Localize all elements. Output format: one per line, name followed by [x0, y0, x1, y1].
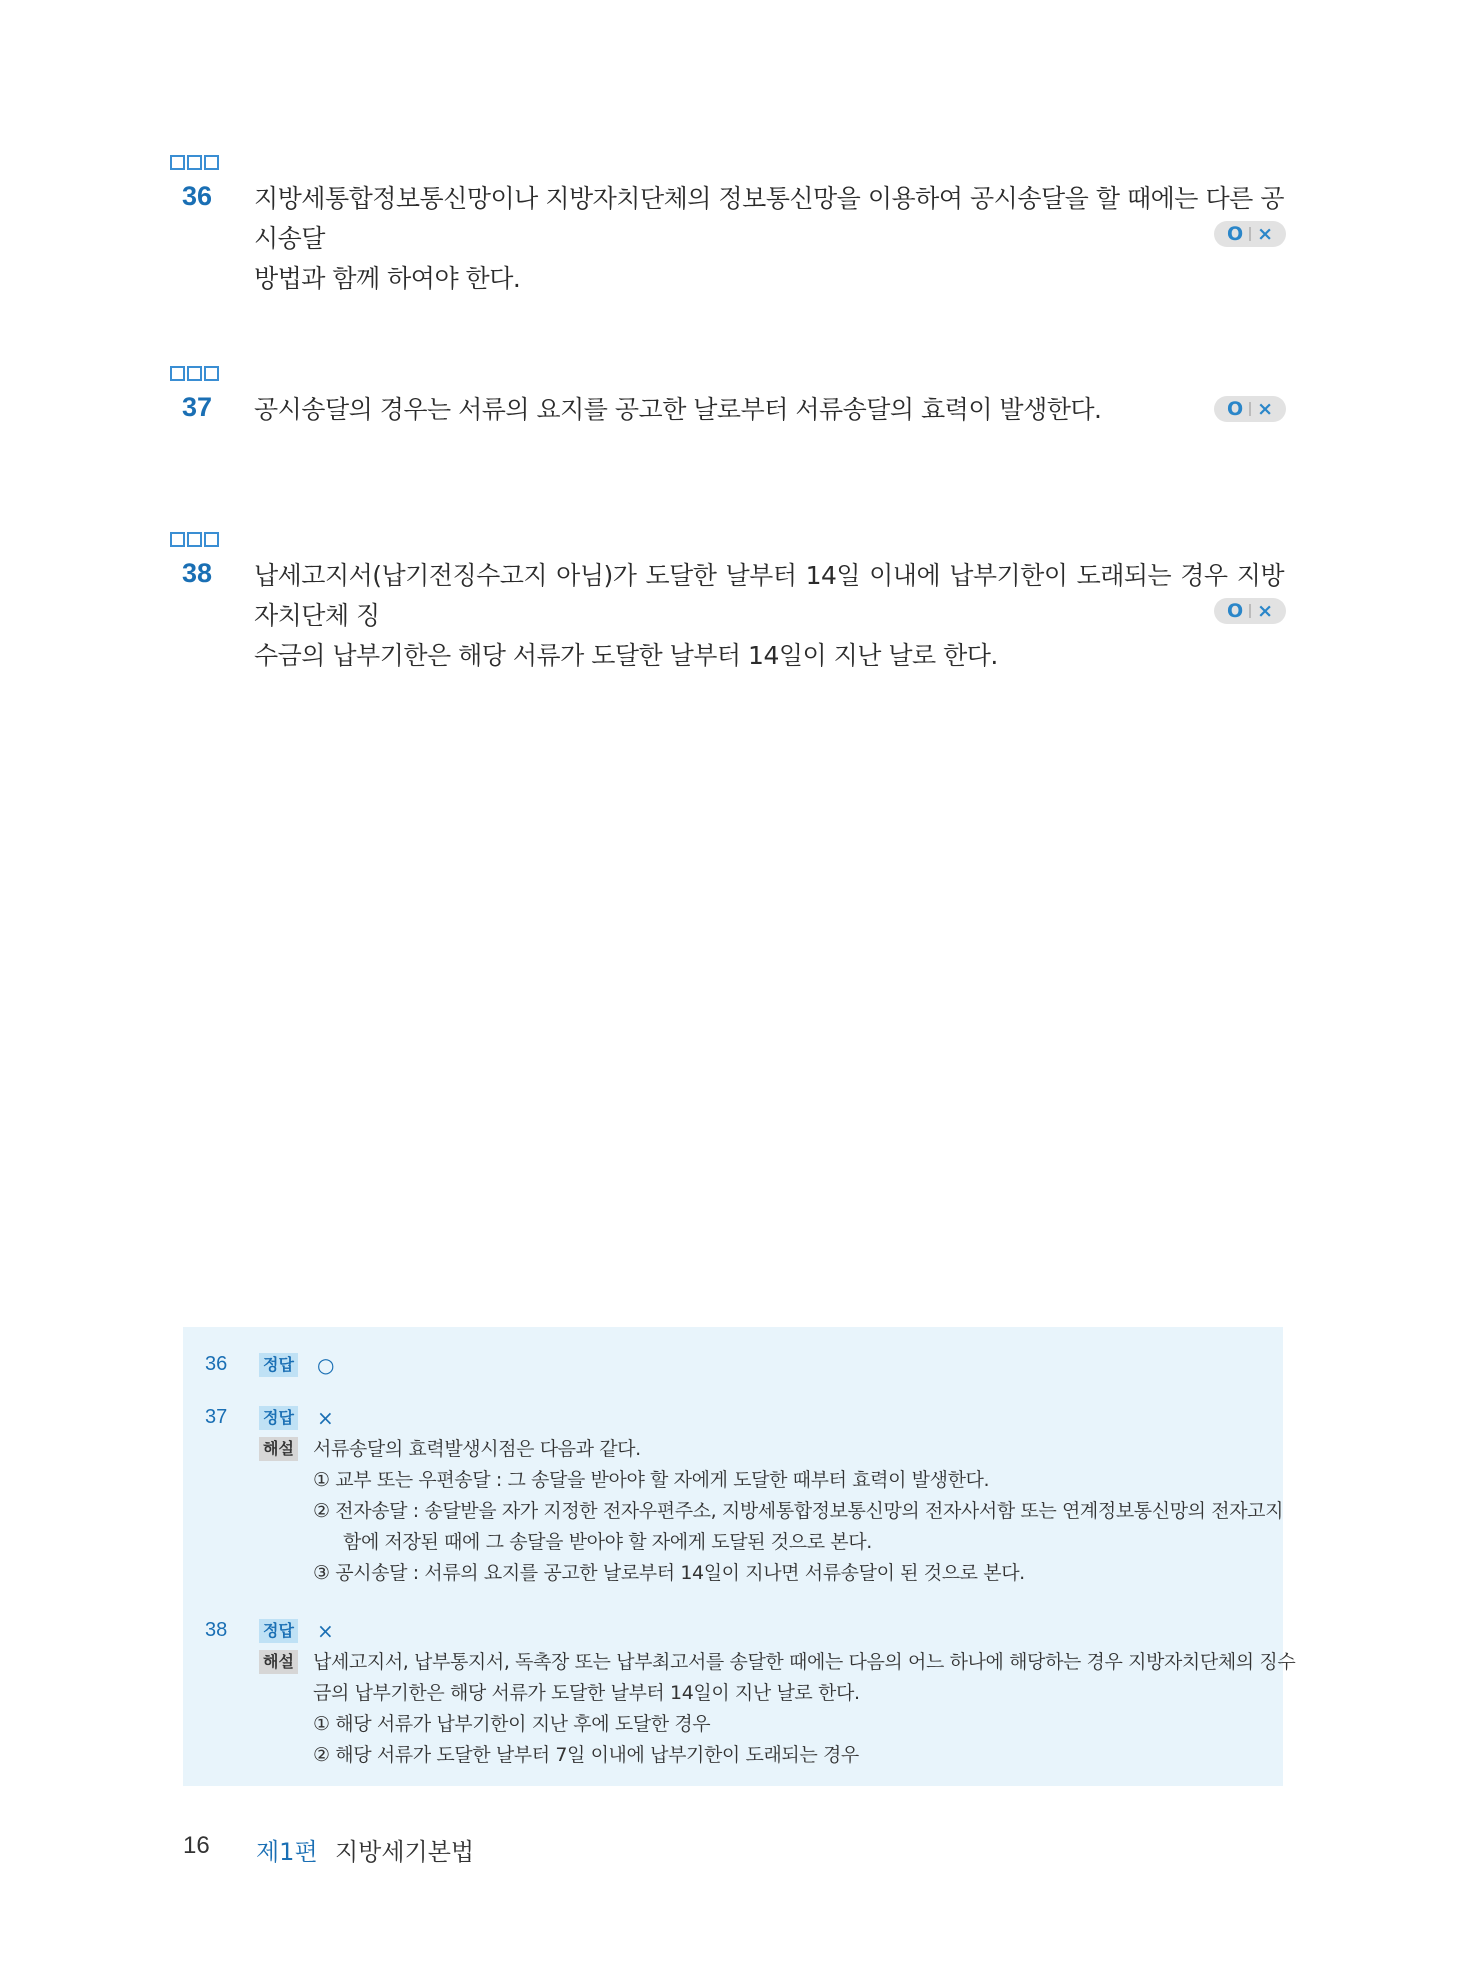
answer-tag: 정답 — [259, 1619, 298, 1643]
explanation-line: ③ 공시송달 : 서류의 요지를 공고한 날로부터 14일이 지나면 서류송달이 된 것으로 본다. — [313, 1562, 1025, 1584]
explanation-line: 함에 저장된 때에 그 송달을 받아야 할 자에게 도달된 것으로 본다. — [343, 1531, 872, 1553]
x-mark: × — [1257, 398, 1274, 420]
part-label: 제1편 — [256, 1838, 318, 1866]
explanation-line: ② 전자송달 : 송달받을 자가 지정한 전자우편주소, 지방세통합정보통신망의 전자사서함 또는 연계정보통신망의 전자고지 — [313, 1500, 1284, 1522]
review-checkbox[interactable] — [204, 155, 219, 170]
ox-divider — [1249, 604, 1251, 618]
review-checkbox[interactable] — [204, 532, 219, 547]
answer-value: ○ — [317, 1353, 335, 1377]
answer-number: 36 — [205, 1353, 228, 1375]
explanation-tag: 해설 — [259, 1650, 298, 1674]
answer-value: × — [317, 1406, 334, 1430]
question-38 — [170, 532, 1284, 670]
question-line: 방법과 함께 하여야 한다. — [254, 264, 521, 293]
ox-badge — [1214, 598, 1286, 624]
explanation-line: 금의 납부기한은 해당 서류가 도달한 날부터 14일이 지난 날로 한다. — [313, 1682, 860, 1704]
question-text — [254, 390, 1284, 430]
review-checkboxes — [170, 532, 1280, 550]
explanation-line: 납세고지서, 납부통지서, 독촉장 또는 납부최고서를 송달한 때에는 다음의 어느 하나에 해당하는 경우 지방자치단체의 징수 — [313, 1651, 1296, 1673]
o-mark: O — [1226, 398, 1244, 420]
explanation-line: ① 해당 서류가 납부기한이 지난 후에 도달한 경우 — [313, 1713, 711, 1735]
explanation-line: 서류송달의 효력발생시점은 다음과 같다. — [313, 1438, 641, 1460]
review-checkbox[interactable] — [170, 366, 185, 381]
question-line: 납세고지서(납기전징수고지 아님)가 도달한 날부터 14일 이내에 납부기한이 도래되는 경우 지방자치단체 징 — [254, 561, 1284, 630]
answer-value: × — [317, 1619, 334, 1643]
page-number: 16 — [183, 1832, 210, 1859]
answer-number: 37 — [205, 1406, 228, 1428]
question-line: 지방세통합정보통신망이나 지방자치단체의 정보통신망을 이용하여 공시송달을 할 때에는 다른 공시송달 — [254, 184, 1284, 253]
question-line: 수금의 납부기한은 해당 서류가 도달한 날부터 14일이 지난 날로 한다. — [254, 641, 998, 670]
review-checkboxes — [170, 155, 1280, 173]
review-checkbox[interactable] — [170, 532, 185, 547]
review-checkbox[interactable] — [187, 155, 202, 170]
explanation-line: ① 교부 또는 우편송달 : 그 송달을 받아야 할 자에게 도달한 때부터 효력이 발생한다. — [313, 1469, 990, 1491]
ox-divider — [1249, 227, 1251, 241]
question-37 — [170, 366, 1280, 424]
question-number: 38 — [182, 558, 213, 588]
x-mark: × — [1257, 600, 1274, 622]
o-mark: O — [1226, 223, 1244, 245]
ox-badge — [1214, 396, 1286, 422]
ox-divider — [1249, 402, 1251, 416]
review-checkbox[interactable] — [204, 366, 219, 381]
o-mark: O — [1226, 600, 1244, 622]
question-36 — [170, 155, 1284, 293]
answer-tag: 정답 — [259, 1406, 298, 1430]
chapter-title: 지방세기본법 — [335, 1838, 475, 1866]
x-mark: × — [1257, 223, 1274, 245]
review-checkboxes — [170, 366, 1280, 384]
review-checkbox[interactable] — [170, 155, 185, 170]
answer-number: 38 — [205, 1619, 228, 1641]
explanation-tag: 해설 — [259, 1437, 298, 1461]
question-number: 37 — [182, 392, 213, 422]
review-checkbox[interactable] — [187, 532, 202, 547]
question-text — [254, 179, 1284, 299]
explanation-line: ② 해당 서류가 도달한 날부터 7일 이내에 납부기한이 도래되는 경우 — [313, 1744, 859, 1766]
question-number: 36 — [182, 181, 213, 211]
answer-panel — [183, 1327, 1296, 1786]
review-checkbox[interactable] — [187, 366, 202, 381]
ox-badge — [1214, 221, 1286, 247]
answer-tag: 정답 — [259, 1353, 298, 1377]
question-text — [254, 556, 1284, 676]
question-line: 공시송달의 경우는 서류의 요지를 공고한 날로부터 서류송달의 효력이 발생한다. — [254, 395, 1102, 424]
